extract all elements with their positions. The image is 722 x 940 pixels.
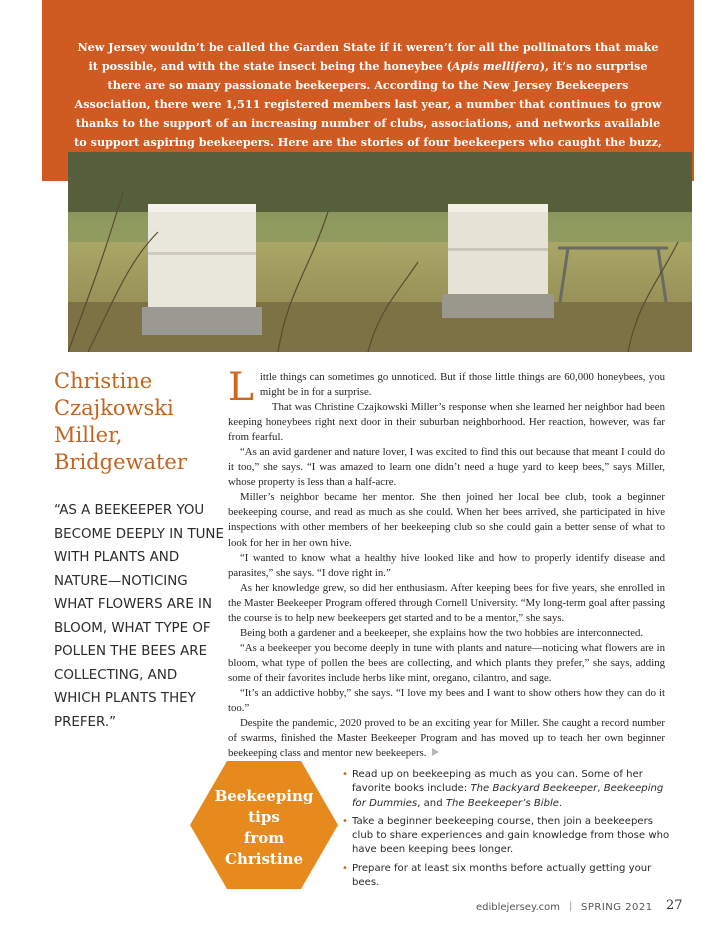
tips-heading bbox=[190, 786, 338, 870]
tips-heading-line: from bbox=[243, 829, 285, 847]
end-mark-icon bbox=[432, 748, 439, 756]
pull-quote: “AS A BEEKEEPER YOU BECOME DEEPLY IN TUNE WITH PLANTS AND NATURE—NOTICING WHAT FLOWERS ARE IN BLOOM, WHAT TYPE OF POLLEN THE BEES ARE COLLECTING, AND WHICH PLANTS THEY PREFER.” bbox=[54, 503, 224, 730]
article-paragraph: As her knowledge grew, so did her enthusiasm. After keeping bees for five years, she enrolled in the Master Beekeeper Program offered through Cornell University. “My long-term goal after passing the course is to help new beekeepers get started and to be a mentor,” she says. bbox=[228, 581, 665, 624]
issue-label: SPRING 2021 bbox=[581, 902, 653, 913]
article-paragraph: That was Christine Czajkowski Miller’s response when she learned her neighbor had been keeping honeybees right next door in their suburban neighborhood. Her reaction, however, was far from fearful. bbox=[228, 401, 665, 444]
article-paragraph: “As an avid gardener and nature lover, I was excited to find this out because that meant I could do it too,” she says. “I was amazed to learn one didn’t need a huge yard to keep bees,” says Miller, whose property is less than a half-acre. bbox=[228, 446, 665, 489]
article-paragraph: Being both a gardener and a beekeeper, she explains how the two hobbies are interconnected. bbox=[240, 626, 644, 639]
tip-item bbox=[342, 862, 670, 891]
page-number: 27 bbox=[666, 898, 683, 913]
tip-text: , and bbox=[417, 797, 446, 809]
beekeeper-name: Christine Czajkowski Miller, Bridgewater bbox=[54, 369, 187, 474]
intro-text-part1: New Jersey wouldn’t be called the Garden State if it weren’t for all the pollinators that make it possible, and with the state insect being the honeybee ( bbox=[77, 40, 659, 74]
species-name: Apis mellifera bbox=[451, 59, 540, 74]
tip-text: Prepare for at least six months before actually getting your bees. bbox=[352, 862, 652, 889]
tips-heading-line: tips bbox=[248, 808, 280, 826]
beehives-photo bbox=[68, 152, 692, 352]
footer-separator: | bbox=[569, 901, 573, 912]
tip-text: , bbox=[597, 783, 604, 795]
site-url: ediblejersey.com bbox=[476, 902, 560, 913]
tips-list bbox=[342, 768, 670, 894]
tip-item bbox=[342, 815, 670, 858]
article-paragraph: Miller’s neighbor became her mentor. She then joined her local bee club, took a beginner beekeeping course, and read as much as she could. When her bees arrived, she participated in hive inspections with other members of her beekeeping club so she could gain a better sense of what to look for her in her own hive. bbox=[228, 491, 665, 549]
book-title: The Beekeeper’s Bible bbox=[445, 797, 560, 809]
intro-text-part2: ), it’s no surprise there are so many passionate beekeepers. According to the New Jersey Beekeepers Association, there were 1,511 registered members last year, a number that continues to grow thanks to the support of an increasing number of clubs, associations, and networks available to support aspiring beekeepers. Here are the stories of four beekeepers who caught the buzz, bbox=[74, 59, 662, 150]
article-paragraph bbox=[228, 716, 665, 761]
drop-cap: L bbox=[228, 365, 254, 410]
article-paragraph: “It’s an addictive hobby,” she says. “I love my bees and I want to show others how they can do it too.” bbox=[228, 686, 665, 715]
tip-text: Read up on beekeeping as much as you can. Some of her favorite books include: bbox=[352, 769, 643, 795]
bullet-icon: • bbox=[342, 815, 348, 827]
page-footer bbox=[464, 898, 684, 918]
tip-text: Take a beginner beekeeping course, then join a beekeepers club to share experiences and gain knowledge from those who have been keeping bees longer. bbox=[352, 815, 670, 856]
article-paragraph: “I wanted to know what a healthy hive looked like and how to properly identify disease and parasites,” she says. “I dove right in.” bbox=[228, 551, 665, 579]
book-title: The Backyard Beekeeper bbox=[470, 783, 598, 795]
tips-heading-line: Beekeeping bbox=[214, 787, 314, 805]
paragraph-text: ittle things can sometimes go unnoticed. But if those little things are 60,000 honeybees, you might be in for a surprise. bbox=[259, 371, 665, 399]
book-title: Beekeeping for Dummies bbox=[352, 783, 664, 809]
tip-item bbox=[342, 768, 670, 811]
tip-text: . bbox=[559, 797, 563, 809]
tips-heading-line: Christine bbox=[225, 850, 303, 868]
bullet-icon: • bbox=[342, 862, 348, 874]
article-body bbox=[228, 365, 665, 761]
paragraph-text: Despite the pandemic, 2020 proved to be an exciting year for Miller. She caught a record number of swarms, finished the Master Beekeeper Program and has moved up to teach her own beginner beekeeping class and mentor new beekeepers. bbox=[228, 717, 665, 760]
article-paragraph bbox=[228, 365, 665, 410]
article-paragraph: “As a beekeeper you become deeply in tune with plants and nature—noticing what flowers are in bloom, what type of pollen the bees are collecting, and which plants they prefer,” she says, adding some of their favorites include herbs like mint, oregano, cilantro, and sage. bbox=[228, 641, 665, 684]
bullet-icon: • bbox=[342, 769, 348, 780]
